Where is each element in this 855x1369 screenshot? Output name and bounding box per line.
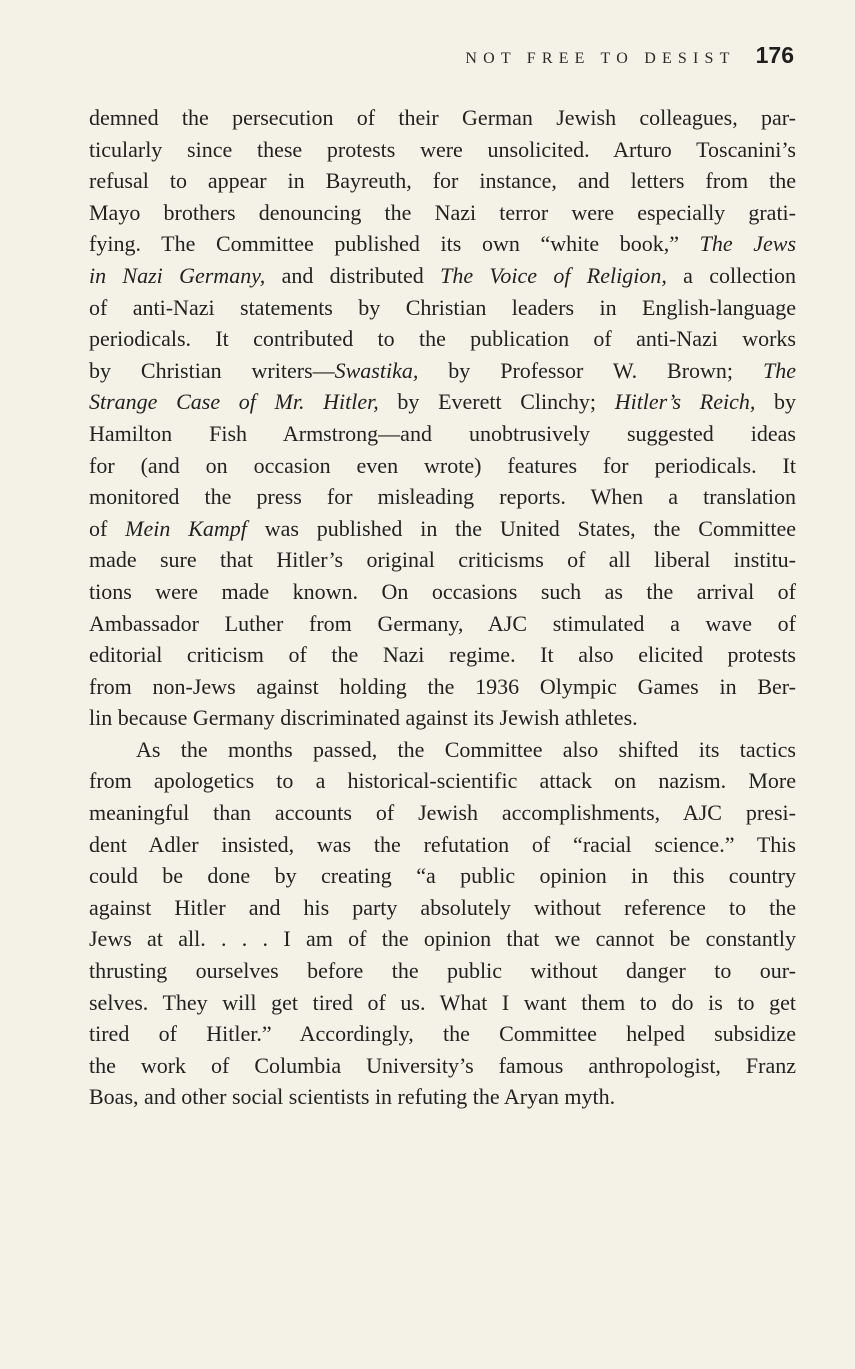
text-line	[89, 450, 796, 482]
text-segment: made sure that Hitler’s original criticisms of all liberal institu-	[89, 547, 796, 573]
text-segment: from non-Jews against holding the 1936 Olympic Games in Ber-	[89, 673, 796, 699]
text-line	[89, 797, 796, 829]
text-segment: a collection	[666, 262, 796, 288]
text-segment: demned the persecution of their German Jewish colleagues, par-	[89, 105, 796, 130]
text-line	[89, 734, 796, 766]
text-line	[89, 829, 796, 861]
text-segment: tired of Hitler.” Accordingly, the Committee helped subsidize	[89, 1021, 796, 1047]
italic-title-text: The Voice of Religion,	[440, 262, 667, 288]
text-line	[89, 386, 796, 418]
text-segment: thrusting ourselves before the public without danger to our-	[89, 958, 796, 984]
text-line	[89, 513, 796, 545]
text-line	[89, 418, 796, 450]
text-segment: Jews at all. . . . I am of the opinion that we cannot be constantly	[89, 926, 796, 952]
italic-title-text: in Nazi Germany,	[89, 262, 266, 288]
text-segment: Boas, and other social scientists in refuting the Aryan myth.	[89, 1084, 616, 1110]
text-line	[89, 923, 796, 955]
text-line	[89, 481, 796, 513]
text-segment: of	[89, 515, 126, 541]
text-segment: tions were made known. On occasions such as the arrival of	[89, 578, 796, 604]
text-segment: ticularly since these protests were unsolicited. Arturo Toscanini’s	[89, 136, 796, 162]
text-segment: selves. They will get tired of us. What I want them to do is to get	[89, 989, 796, 1015]
text-line	[89, 671, 796, 703]
text-line	[89, 134, 796, 166]
text-line	[89, 197, 796, 229]
text-segment: dent Adler insisted, was the refutation of “racial science.” This	[89, 831, 796, 857]
text-line	[89, 987, 796, 1019]
text-line	[89, 165, 796, 197]
text-segment: lin because Germany discriminated against its Jewish athletes.	[89, 705, 638, 731]
running-head	[465, 42, 794, 69]
text-segment: against Hitler and his party absolutely without reference to the	[89, 894, 796, 920]
text-line	[89, 576, 796, 608]
text-segment: meaningful than accounts of Jewish accomplishments, AJC presi-	[89, 800, 796, 826]
text-segment: was published in the United States, the Committee	[246, 515, 796, 541]
text-segment: by Everett Clinchy;	[378, 389, 615, 415]
text-segment: for (and on occasion even wrote) features for periodicals. It	[89, 452, 796, 478]
text-line	[89, 323, 796, 355]
text-line	[89, 955, 796, 987]
text-line	[89, 860, 796, 892]
text-segment: of anti-Nazi statements by Christian leaders in English-language	[89, 294, 796, 320]
text-segment: by Professor W. Brown;	[418, 357, 763, 383]
text-segment: and distributed	[265, 262, 441, 288]
text-segment: refusal to appear in Bayreuth, for instance, and letters from the	[89, 168, 796, 194]
text-segment: fying. The Committee published its own “white book,”	[89, 231, 700, 257]
text-segment: could be done by creating “a public opinion in this country	[89, 863, 796, 889]
text-line	[89, 608, 796, 640]
text-segment: As the months passed, the Committee also shifted its tactics	[136, 736, 796, 762]
text-segment: Hamilton Fish Armstrong—and unobtrusively suggested ideas	[89, 420, 796, 446]
text-segment: Ambassador Luther from Germany, AJC stimulated a wave of	[89, 610, 796, 636]
text-segment: by Christian writers—	[89, 357, 335, 383]
text-line	[89, 1081, 796, 1113]
text-line	[89, 639, 796, 671]
text-line	[89, 892, 796, 924]
italic-title-text: The	[763, 357, 796, 383]
page-number: 176	[755, 42, 794, 68]
italic-title-text: Strange Case of Mr. Hitler,	[89, 389, 379, 415]
text-line	[89, 102, 796, 134]
italic-title-text: Swastika,	[334, 357, 419, 383]
text-line	[89, 765, 796, 797]
text-line	[89, 544, 796, 576]
text-line	[89, 1018, 796, 1050]
text-line	[89, 260, 796, 292]
body-text	[89, 102, 796, 1113]
text-line	[89, 1050, 796, 1082]
text-segment: editorial criticism of the Nazi regime. It also elicited protests	[89, 642, 796, 668]
running-title: NOT FREE TO DESIST	[465, 50, 736, 67]
text-line	[89, 702, 796, 734]
text-segment: monitored the press for misleading reports. When a translation	[89, 484, 796, 510]
text-segment: Mayo brothers denouncing the Nazi terror were especially grati-	[89, 199, 796, 225]
text-segment: by	[755, 389, 797, 415]
italic-title-text: Mein Kampf	[125, 515, 247, 541]
text-line	[89, 292, 796, 324]
text-segment: periodicals. It contributed to the publication of anti-Nazi works	[89, 326, 796, 352]
text-segment: from apologetics to a historical-scientific attack on nazism. More	[89, 768, 796, 794]
text-line	[89, 228, 796, 260]
text-line	[89, 355, 796, 387]
text-segment: the work of Columbia University’s famous anthropologist, Franz	[89, 1052, 796, 1078]
italic-title-text: Hitler’s Reich,	[614, 389, 756, 415]
italic-title-text: The Jews	[699, 231, 797, 257]
